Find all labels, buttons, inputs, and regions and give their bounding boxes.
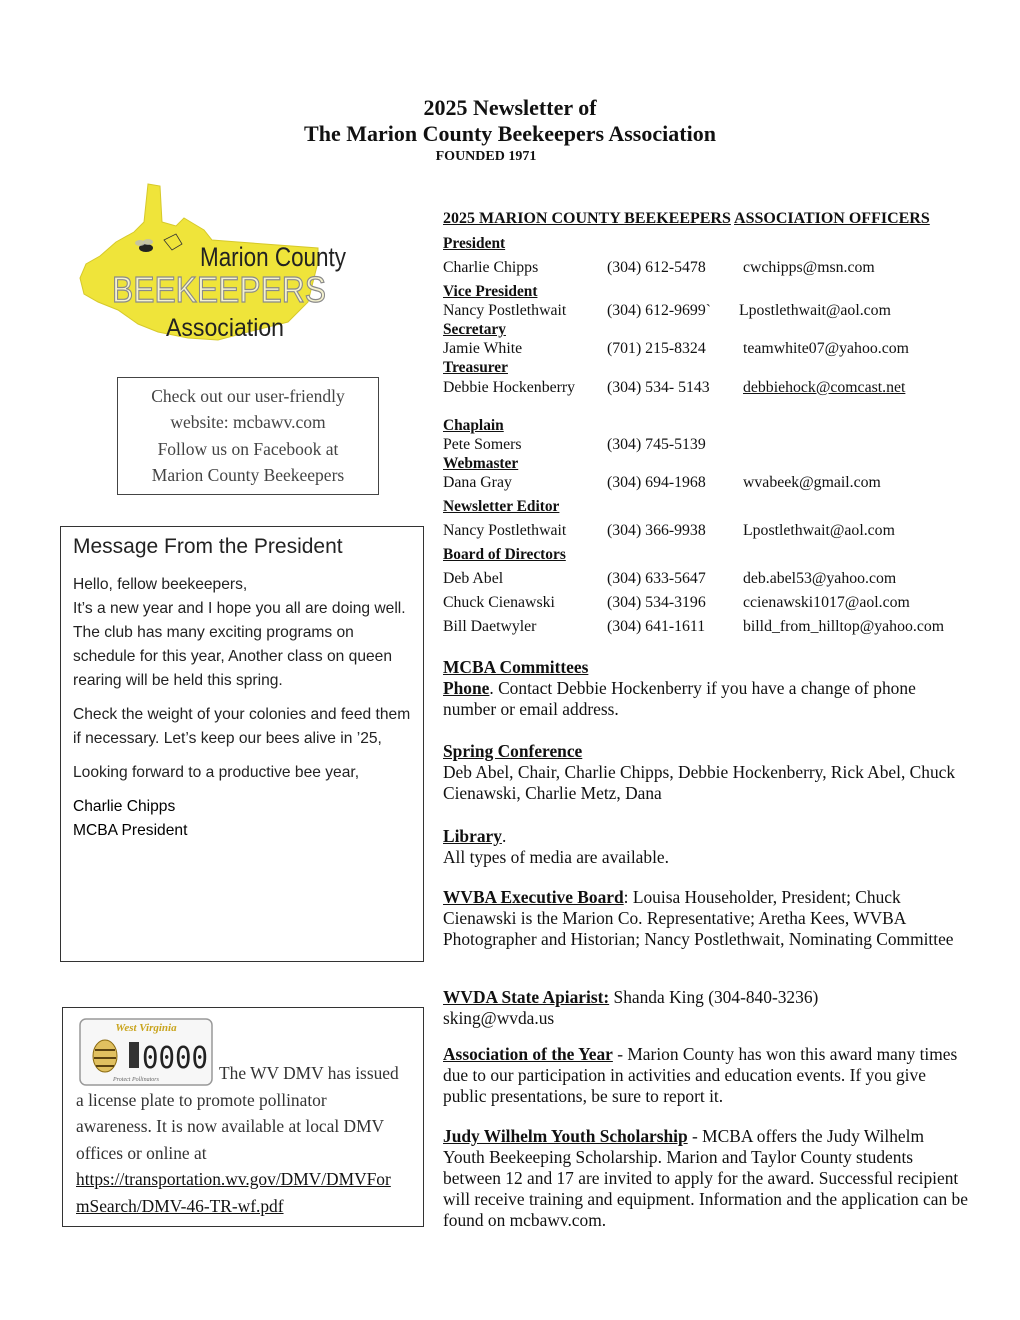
officer-phone: (304) 641-1611 bbox=[607, 618, 706, 635]
officers-heading-part1: 2025 MARION COUNTY BEEKEEPERS bbox=[443, 210, 731, 227]
phone-committee bbox=[443, 678, 968, 720]
officer-email[interactable]: teamwhite07@yahoo.com bbox=[743, 340, 909, 357]
officer-name: Deb Abel bbox=[443, 570, 504, 587]
spring-label: Spring Conference bbox=[443, 741, 583, 761]
website-line3: Follow us on Facebook at bbox=[157, 438, 339, 459]
officers-heading-part2: ASSOCIATION OFFICERS bbox=[734, 210, 930, 227]
website-info-box bbox=[117, 377, 379, 495]
judy-label: Judy Wilhelm Youth Scholarship bbox=[443, 1126, 688, 1146]
plate-state: West Virginia bbox=[115, 1022, 177, 1034]
aoty-text: - Marion County has won this award many times due to our participation in activities and education events. If you give public presentations, be sure to report it. bbox=[443, 1044, 958, 1106]
officer-name: Debbie Hockenberry bbox=[443, 379, 576, 396]
president-message-box bbox=[60, 526, 424, 962]
wvda-text: Shanda King (304-840-3236) bbox=[609, 987, 819, 1007]
officer-name: Bill Daetwyler bbox=[443, 618, 537, 635]
website-line4: Marion County Beekeepers bbox=[151, 464, 345, 485]
officer-phone: (304) 366-9938 bbox=[607, 522, 706, 539]
officer-phone: (304) 633-5647 bbox=[607, 570, 706, 587]
phone-label: Phone bbox=[443, 678, 490, 698]
plate-tag: Protect Pollinators bbox=[113, 1077, 159, 1083]
website-line1: Check out our user-friendly bbox=[151, 386, 345, 406]
judy-wilhelm-section bbox=[443, 1126, 968, 1231]
officer-email[interactable]: billd_from_hilltop@yahoo.com bbox=[743, 618, 945, 635]
officer-name: Pete Somers bbox=[443, 436, 522, 453]
association-of-year-section bbox=[443, 1044, 968, 1107]
wvda-label: WVDA State Apiarist: bbox=[443, 987, 610, 1007]
library-text: All types of media are available. bbox=[443, 847, 669, 867]
aoty-label: Association of the Year bbox=[443, 1044, 613, 1064]
officer-name: Nancy Postlethwait bbox=[443, 522, 567, 539]
plate-number: 0000 bbox=[142, 1041, 208, 1076]
role-secretary: Secretary bbox=[443, 321, 506, 338]
officer-phone: (304) 612-9699` bbox=[607, 302, 711, 319]
committees-heading-text: MCBA Committees bbox=[443, 657, 589, 677]
wvba-label: WVBA Executive Board bbox=[443, 887, 624, 907]
role-webmaster: Webmaster bbox=[443, 455, 519, 472]
officer-email[interactable]: Lpostlethwait@aol.com bbox=[739, 302, 891, 319]
officer-email[interactable]: debbiehock@comcast.net bbox=[743, 379, 906, 396]
marion-county-beekeepers-logo bbox=[78, 182, 378, 342]
wvba-section bbox=[443, 887, 968, 950]
officer-email[interactable]: cwchipps@msn.com bbox=[743, 259, 875, 276]
founded-line: FOUNDED 1971 bbox=[435, 149, 537, 164]
officers-heading bbox=[443, 210, 930, 228]
spring-conference-section bbox=[443, 741, 968, 804]
officer-phone: (304) 534- 5143 bbox=[607, 379, 710, 396]
officer-phone: (304) 534-3196 bbox=[607, 594, 706, 611]
officer-name: Chuck Cienawski bbox=[443, 594, 555, 611]
officer-email[interactable]: wvabeek@gmail.com bbox=[743, 474, 881, 491]
plate-text-first: The WV DMV has issued bbox=[219, 1063, 399, 1083]
website-line2[interactable]: website: mcbawv.com bbox=[170, 412, 326, 433]
license-plate-image bbox=[79, 1018, 213, 1086]
president-paragraph-1: Hello, fellow beekeepers, It’s a new year and I hope you all are doing well. The club has many exciting programs on schedule for this year, Another class on queen rearing will be held this spring. bbox=[73, 576, 406, 689]
wvba-text: : Louisa Householder, President; Chuck Cienawski is the Marion Co. Representative; Aretha Kees, WVBA Photographer and Historian; Nancy Postlethwait, Nominating Committee bbox=[443, 887, 954, 949]
role-treasurer: Treasurer bbox=[443, 359, 508, 376]
president-message-heading: Message From the President bbox=[73, 535, 343, 558]
officer-email[interactable]: Lpostlethwait@aol.com bbox=[743, 522, 895, 539]
wvda-email-link[interactable]: sking@wvda.us bbox=[443, 1008, 555, 1028]
plate-text-line1: a license plate to promote pollinator bbox=[76, 1089, 327, 1110]
president-paragraph-3: Looking forward to a productive bee year, bbox=[73, 764, 360, 781]
committees-heading bbox=[443, 657, 968, 678]
officer-name: Jamie White bbox=[443, 340, 523, 357]
library-punct: . bbox=[501, 826, 507, 846]
role-chaplain: Chaplain bbox=[443, 417, 504, 434]
plate-text-line2: awareness. It is now available at local DMV bbox=[76, 1116, 385, 1136]
logo-line3: Association bbox=[166, 314, 284, 342]
dmv-link-line2[interactable]: mSearch/DMV-46-TR-wf.pdf bbox=[76, 1195, 284, 1216]
newsletter-title-line1: 2025 Newsletter of bbox=[423, 95, 597, 120]
officer-phone: (304) 612-5478 bbox=[607, 259, 706, 276]
officer-phone: (304) 745-5139 bbox=[607, 436, 706, 453]
judy-text: - MCBA offers the Judy Wilhelm Youth Beekeeping Scholarship. Marion and Taylor County students between 12 and 17 are invited to apply for the award. Successful recipient will receive training and equipment. Information and the application can be found on mcbawv.com. bbox=[443, 1126, 968, 1230]
bee-icon bbox=[93, 1040, 117, 1072]
president-paragraph-2: Check the weight of your colonies and feed them if necessary. Let’s keep our bees alive in ’25, bbox=[73, 706, 411, 747]
wvda-section bbox=[443, 987, 968, 1029]
plate-text-line3: offices or online at bbox=[76, 1142, 207, 1163]
officer-phone: (304) 694-1968 bbox=[607, 474, 706, 491]
signature-title: MCBA President bbox=[73, 822, 188, 839]
logo-line2: BEEKEEPERS bbox=[112, 269, 326, 310]
newsletter-title-line2: The Marion County Beekeepers Association bbox=[304, 121, 716, 146]
officer-email[interactable]: ccienawski1017@aol.com bbox=[743, 594, 910, 611]
officer-phone: (701) 215-8324 bbox=[607, 340, 706, 357]
phone-text: . Contact Debbie Hockenberry if you have a change of phone number or email address. bbox=[443, 678, 916, 719]
spring-text: Deb Abel, Chair, Charlie Chipps, Debbie Hockenberry, Rick Abel, Chuck Cienawski, Charlie Metz, Dana bbox=[443, 762, 956, 803]
role-board: Board of Directors bbox=[443, 546, 566, 563]
officer-name: Dana Gray bbox=[443, 474, 512, 491]
library-section bbox=[443, 826, 968, 868]
signature-name: Charlie Chipps bbox=[73, 798, 176, 815]
library-label: Library bbox=[443, 826, 502, 846]
dmv-link-line1[interactable]: https://transportation.wv.gov/DMV/DMVFor bbox=[76, 1169, 391, 1189]
officer-name: Charlie Chipps bbox=[443, 259, 539, 276]
officer-email[interactable]: deb.abel53@yahoo.com bbox=[743, 570, 897, 587]
role-newsletter-editor: Newsletter Editor bbox=[443, 498, 560, 515]
officer-name: Nancy Postlethwait bbox=[443, 302, 567, 319]
role-president: President bbox=[443, 235, 506, 252]
license-plate-box bbox=[62, 1007, 424, 1227]
role-vice-president: Vice President bbox=[443, 283, 538, 300]
logo-line1: Marion County bbox=[200, 242, 347, 272]
